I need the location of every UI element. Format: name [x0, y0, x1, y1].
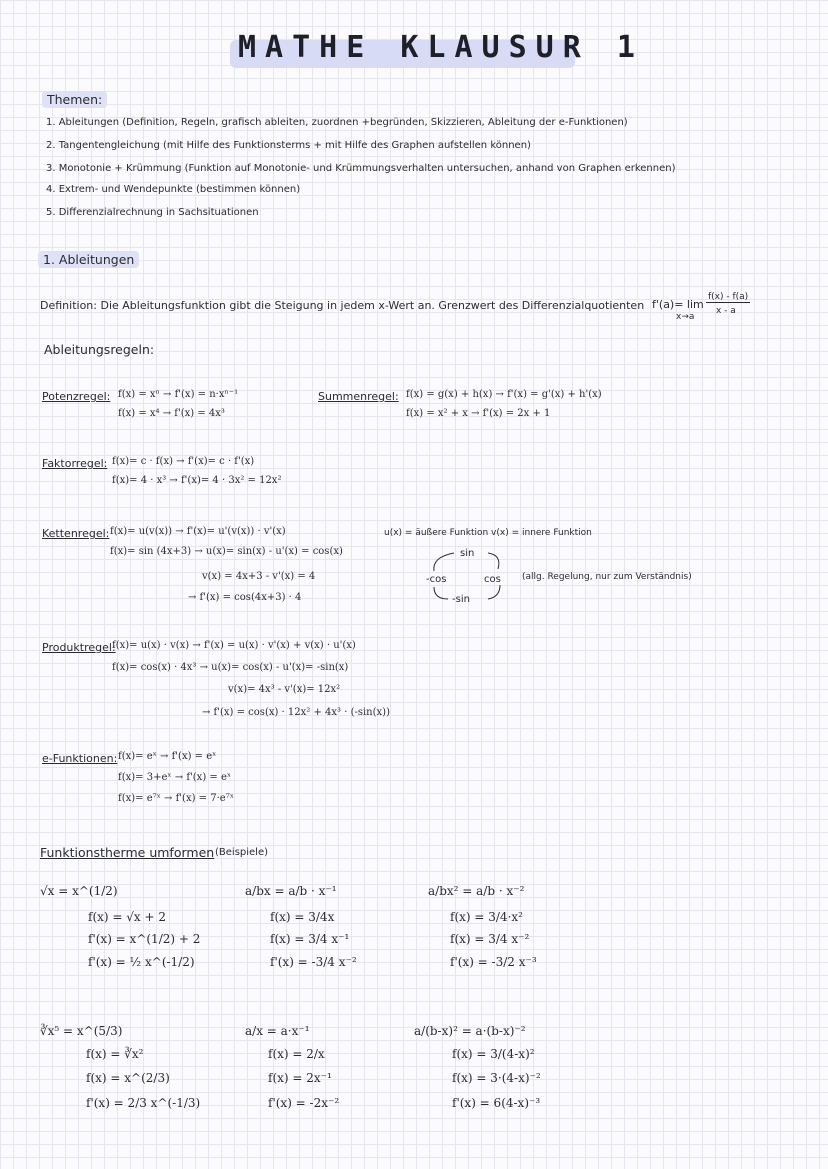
umformen-c-line-1: a/bx² = a/b · x⁻² [428, 884, 525, 898]
umformen-d-line-4: f'(x) = 2/3 x^(-1/3) [86, 1096, 201, 1110]
kettenregel-line-2: f(x)= sin (4x+3) → u(x)= sin(x) - u'(x) = cos(x) [110, 546, 343, 557]
umformen-d-line-2: f(x) = ∛x² [86, 1047, 144, 1061]
regeln-heading: Ableitungsregeln: [44, 342, 155, 357]
umformen-f-line-1: a/(b-x)² = a·(b-x)⁻² [414, 1024, 526, 1038]
umformen-c-line-2: f(x) = 3/4·x² [450, 910, 523, 924]
umformen-a-line-4: f'(x) = ½ x^(-1/2) [88, 955, 195, 969]
potenzregel-line-1: f(x) = xⁿ → f'(x) = n·xⁿ⁻¹ [118, 389, 239, 400]
themen-item-4: 4. Extrem- und Wendepunkte (bestimmen können) [46, 184, 301, 195]
potenzregel-line-2: f(x) = x⁴ → f'(x) = 4x³ [118, 408, 225, 419]
umformen-e-line-2: f(x) = 2/x [268, 1047, 325, 1061]
definition-numerator: f(x) - f(a) [708, 292, 749, 302]
themen-item-5: 5. Differenzialrechnung in Sachsituationen [46, 207, 259, 218]
umformen-b-line-1: a/bx = a/b · x⁻¹ [245, 884, 337, 898]
umformen-f-line-2: f(x) = 3/(4-x)² [452, 1047, 535, 1061]
umformen-e-line-3: f(x) = 2x⁻¹ [268, 1071, 332, 1085]
produktregel-line-3: v(x)= 4x³ - v'(x)= 12x² [228, 684, 341, 695]
produktregel-label: Produktregel: [42, 641, 116, 654]
efunktionen-line-3: f(x)= e⁷ˣ → f'(x) = 7·e⁷ˣ [118, 793, 234, 804]
umformen-a-line-3: f'(x) = x^(1/2) + 2 [88, 932, 201, 946]
summenregel-label: Summenregel: [318, 390, 399, 403]
umformen-f-line-3: f(x) = 3·(4-x)⁻² [452, 1071, 541, 1085]
themen-item-1: 1. Ableitungen (Definition, Regeln, grafisch ableiten, zuordnen +begründen, Skizzieren, Ableitung der e-Funktionen) [46, 117, 628, 128]
faktorregel-line-1: f(x)= c · f(x) → f'(x)= c · f'(x) [112, 456, 255, 467]
faktorregel-label: Faktorregel: [42, 457, 108, 470]
summenregel-line-2: f(x) = x² + x → f'(x) = 2x + 1 [406, 408, 551, 419]
page-title: MATHE KLAUSUR 1 [238, 30, 644, 65]
umformen-e-line-4: f'(x) = -2x⁻² [268, 1096, 340, 1110]
efunktionen-label: e-Funktionen: [42, 752, 118, 765]
themen-heading: Themen: [42, 92, 107, 107]
umformen-a-line-2: f(x) = √x + 2 [88, 910, 166, 924]
definition-limit-sub: x→a [676, 312, 695, 322]
umformen-b-line-2: f(x) = 3/4x [270, 910, 335, 924]
kettenregel-line-1: f(x)= u(v(x)) → f'(x)= u'(v(x)) · v'(x) [110, 526, 286, 537]
section-heading-ableitungen: 1. Ableitungen [38, 252, 139, 267]
umformen-d-line-3: f(x) = x^(2/3) [86, 1071, 170, 1085]
themen-item-3: 3. Monotonie + Krümmung (Funktion auf Monotonie- und Krümmungsverhalten untersuchen, anhand von Graphen erkennen) [46, 163, 676, 174]
umformen-c-line-3: f(x) = 3/4 x⁻² [450, 932, 530, 946]
produktregel-line-4: → f'(x) = cos(x) · 12x² + 4x³ · (-sin(x)) [202, 707, 390, 718]
kettenregel-line-4: → f'(x) = cos(4x+3) · 4 [188, 592, 302, 603]
produktregel-line-2: f(x)= cos(x) · 4x³ → u(x)= cos(x) - u'(x)= -sin(x) [112, 662, 349, 673]
umformen-heading: Funktionstherme umformen [40, 845, 215, 860]
umformen-e-line-1: a/x = a·x⁻¹ [245, 1024, 310, 1038]
efunktionen-line-2: f(x)= 3+eˣ → f'(x) = eˣ [118, 772, 232, 783]
faktorregel-line-2: f(x)= 4 · x³ → f'(x)= 4 · 3x² = 12x² [112, 475, 282, 486]
umformen-c-line-4: f'(x) = -3/2 x⁻³ [450, 955, 537, 969]
definition-text: Definition: Die Ableitungsfunktion gibt die Steigung in jedem x-Wert an. Grenzwert des Differenzialquotienten [40, 299, 645, 312]
efunktionen-line-1: f(x)= eˣ → f'(x) = eˣ [118, 751, 217, 762]
produktregel-line-1: f(x)= u(x) · v(x) → f'(x) = u(x) · v'(x) + v(x) · u'(x) [112, 640, 356, 651]
umformen-b-line-3: f(x) = 3/4 x⁻¹ [270, 932, 350, 946]
kettenregel-note: (allg. Regelung, nur zum Verständnis) [522, 572, 692, 582]
cycle-minus-sin: -sin [452, 594, 470, 605]
derivative-cycle-arrows-icon [420, 545, 520, 605]
umformen-a-line-1: √x = x^(1/2) [40, 884, 118, 898]
definition-denominator: x - a [716, 306, 736, 316]
cycle-minus-cos: -cos [426, 574, 447, 585]
umformen-subheading: (Beispiele) [215, 847, 269, 858]
umformen-d-line-1: ∛x⁵ = x^(5/3) [40, 1024, 123, 1038]
cycle-sin: sin [460, 548, 475, 559]
umformen-f-line-4: f'(x) = 6(4-x)⁻³ [452, 1096, 541, 1110]
definition-formula: f'(a)= lim [652, 298, 704, 311]
kettenregel-label: Kettenregel: [42, 527, 110, 540]
summenregel-line-1: f(x) = g(x) + h(x) → f'(x) = g'(x) + h'(x) [406, 389, 602, 400]
kettenregel-line-3: v(x) = 4x+3 - v'(x) = 4 [202, 571, 316, 582]
cycle-cos: cos [484, 574, 501, 585]
themen-item-2: 2. Tangentengleichung (mit Hilfe des Funktionsterms + mit Hilfe des Graphen aufstellen können) [46, 140, 531, 151]
umformen-b-line-4: f'(x) = -3/4 x⁻² [270, 955, 357, 969]
kettenregel-uv-note: u(x) = äußere Funktion v(x) = innere Funktion [384, 528, 592, 538]
potenzregel-label: Potenzregel: [42, 390, 111, 403]
